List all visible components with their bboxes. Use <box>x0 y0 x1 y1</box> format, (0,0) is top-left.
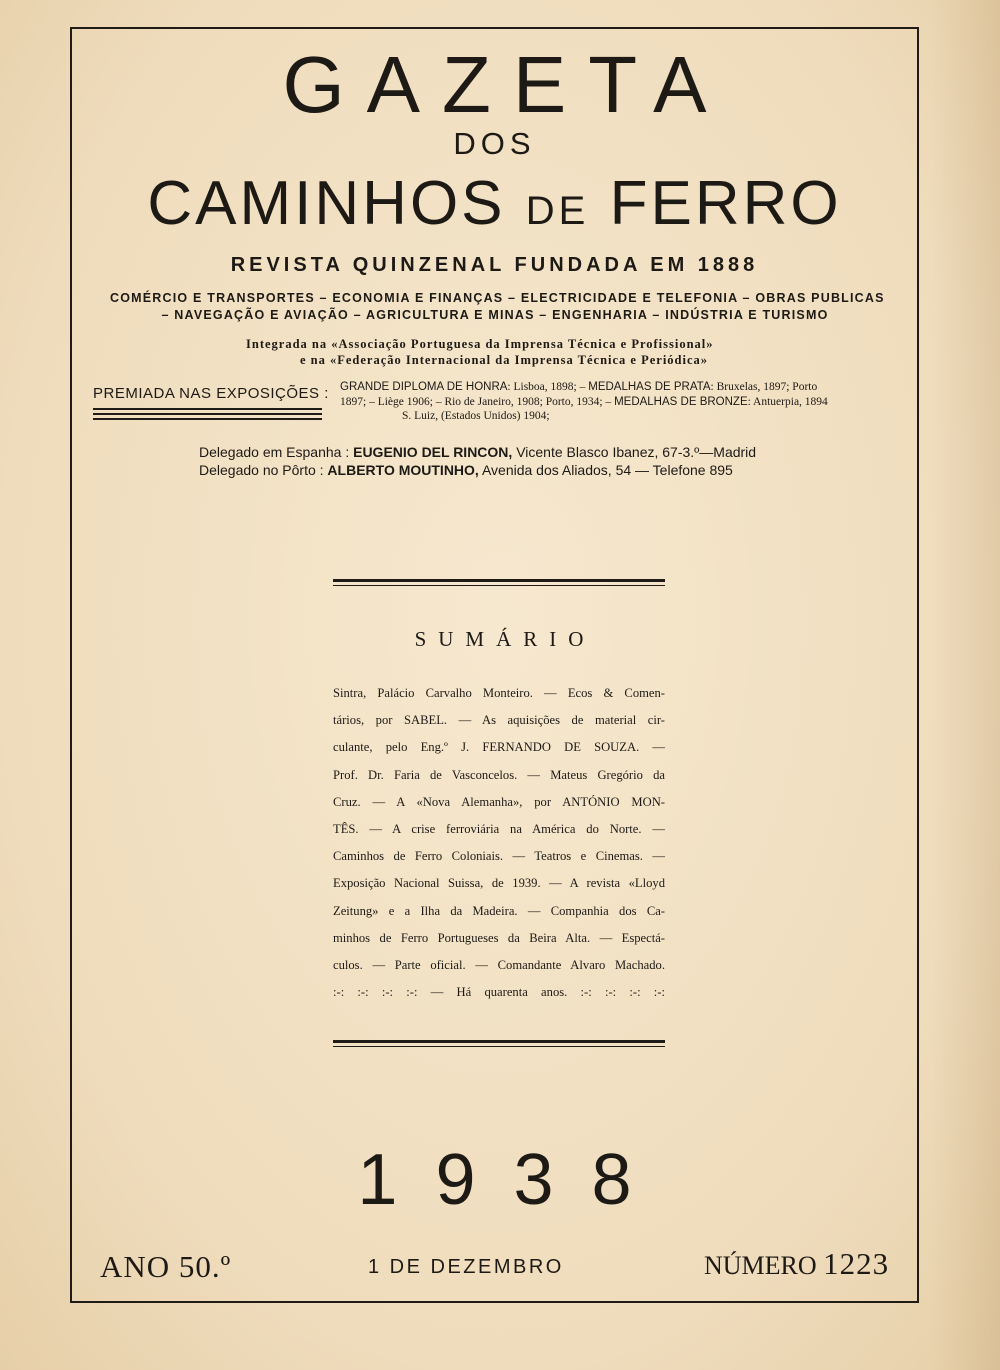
delegate-porto-address: Avenida dos Aliados, 54 — Telefone 895 <box>481 462 733 478</box>
summary-bottom-rule <box>333 1040 665 1047</box>
awards-label-underline <box>93 408 322 423</box>
masthead-word-de: DE <box>525 189 590 233</box>
masthead-title-dos: DOS <box>453 126 536 161</box>
topics-line-2: – NAVEGAÇÃO E AVIAÇÃO – AGRICULTURA E MINAS – ENGENHARIA – INDÚSTRIA E TURISMO <box>161 308 829 322</box>
summary-top-rule <box>333 579 665 586</box>
issue-date: 1 DE DEZEMBRO <box>368 1256 564 1278</box>
award-text: : Lisboa, 1898; – <box>507 381 586 393</box>
delegate-porto <box>199 461 733 479</box>
issue-number-label: NÚMERO <box>704 1251 817 1280</box>
summary-line: Prof. Dr. Faria de Vasconcelos. — Mateus Gregório da <box>333 767 665 782</box>
delegate-spain-address: Vicente Blasco Ibanez, 67-3.º—Madrid <box>516 444 757 460</box>
issue-year: 1938 <box>357 1140 670 1220</box>
award-text: : Bruxelas, 1897; Porto <box>710 381 818 393</box>
delegate-porto-label: Delegado no Pôrto : <box>199 462 324 478</box>
summary-line: TÊS. — A crise ferroviária na América do Norte. — <box>333 822 665 837</box>
summary-line: Sintra, Palácio Carvalho Monteiro. — Ecos & Comen- <box>333 686 665 700</box>
delegate-spain-name: EUGENIO DEL RINCON, <box>353 444 513 460</box>
summary-line: Cruz. — A «Nova Alemanha», por ANTÓNIO MON- <box>333 794 665 809</box>
issue-volume: ANO 50.º <box>100 1249 232 1284</box>
delegate-porto-name: ALBERTO MOUTINHO, <box>327 462 479 478</box>
summary-line: culante, pelo Eng.º J. FERNANDO DE SOUZA. — <box>333 740 665 755</box>
masthead-word-ferro: FERRO <box>609 169 842 238</box>
integrada-line-2: e na «Federação Internacional da Imprensa Técnica e Periódica» <box>300 353 709 367</box>
summary-line: minhos de Ferro Portugueses da Beira Alta. — Espectá- <box>333 930 665 945</box>
summary-line: culos. — Parte oficial. — Comandante Alvaro Machado. <box>333 958 665 973</box>
award-grand-diploma: GRANDE DIPLOMA DE HONRA <box>340 381 508 393</box>
award-text: 1897; – Liège 1906; – Rio de Janeiro, 1908; Porto, 1934; – <box>340 395 612 408</box>
summary-line: Caminhos de Ferro Coloniais. — Teatros e Cinemas. — <box>333 849 665 864</box>
award-bronze-medals: MEDALHAS DE BRONZE <box>614 395 748 408</box>
masthead-title-caminhos-de-ferro <box>70 166 919 249</box>
awards-line-3: S. Luiz, (Estados Unidos) 1904; <box>402 410 550 422</box>
summary-line: Exposição Nacional Suissa, de 1939. — A revista «Lloyd <box>333 876 665 891</box>
summary-line: :-: :-: :-: :-: — Há quarenta anos. :-: :-: :-: :-: <box>333 985 665 1000</box>
issue-number-value: 1223 <box>823 1246 890 1281</box>
summary-contents <box>333 680 665 1006</box>
topics-line-1: COMÉRCIO E TRANSPORTES – ECONOMIA E FINANÇAS – ELECTRICIDADE E TELEFONIA – OBRAS PUBLICAS <box>110 291 885 305</box>
issue-number <box>704 1244 889 1286</box>
masthead-title-gazeta: GAZETA <box>282 40 729 129</box>
page-edge-shadow <box>930 0 1000 1370</box>
awards-label: PREMIADA NAS EXPOSIÇÕES : <box>93 385 329 402</box>
awards-line-2 <box>340 395 903 410</box>
awards-line-1 <box>340 380 903 395</box>
awards-list <box>340 380 903 424</box>
summary-heading: SUMÁRIO <box>414 627 596 651</box>
award-silver-medals: MEDALHAS DE PRATA <box>588 381 711 393</box>
award-text: : Antuerpia, 1894 <box>747 395 828 408</box>
summary-line: tários, por SABEL. — As aquisições de material cir- <box>333 713 665 728</box>
masthead-word-caminhos: CAMINHOS <box>147 169 506 238</box>
summary-line: Zeitung» e a Ilha da Madeira. — Companhia dos Ca- <box>333 903 665 918</box>
integrada-line-1: Integrada na «Associação Portuguesa da Imprensa Técnica e Profissional» <box>246 337 714 351</box>
masthead-subtitle: REVISTA QUINZENAL FUNDADA EM 1888 <box>230 254 759 276</box>
delegate-spain-label: Delegado em Espanha : <box>199 444 350 460</box>
delegate-spain <box>199 443 756 461</box>
